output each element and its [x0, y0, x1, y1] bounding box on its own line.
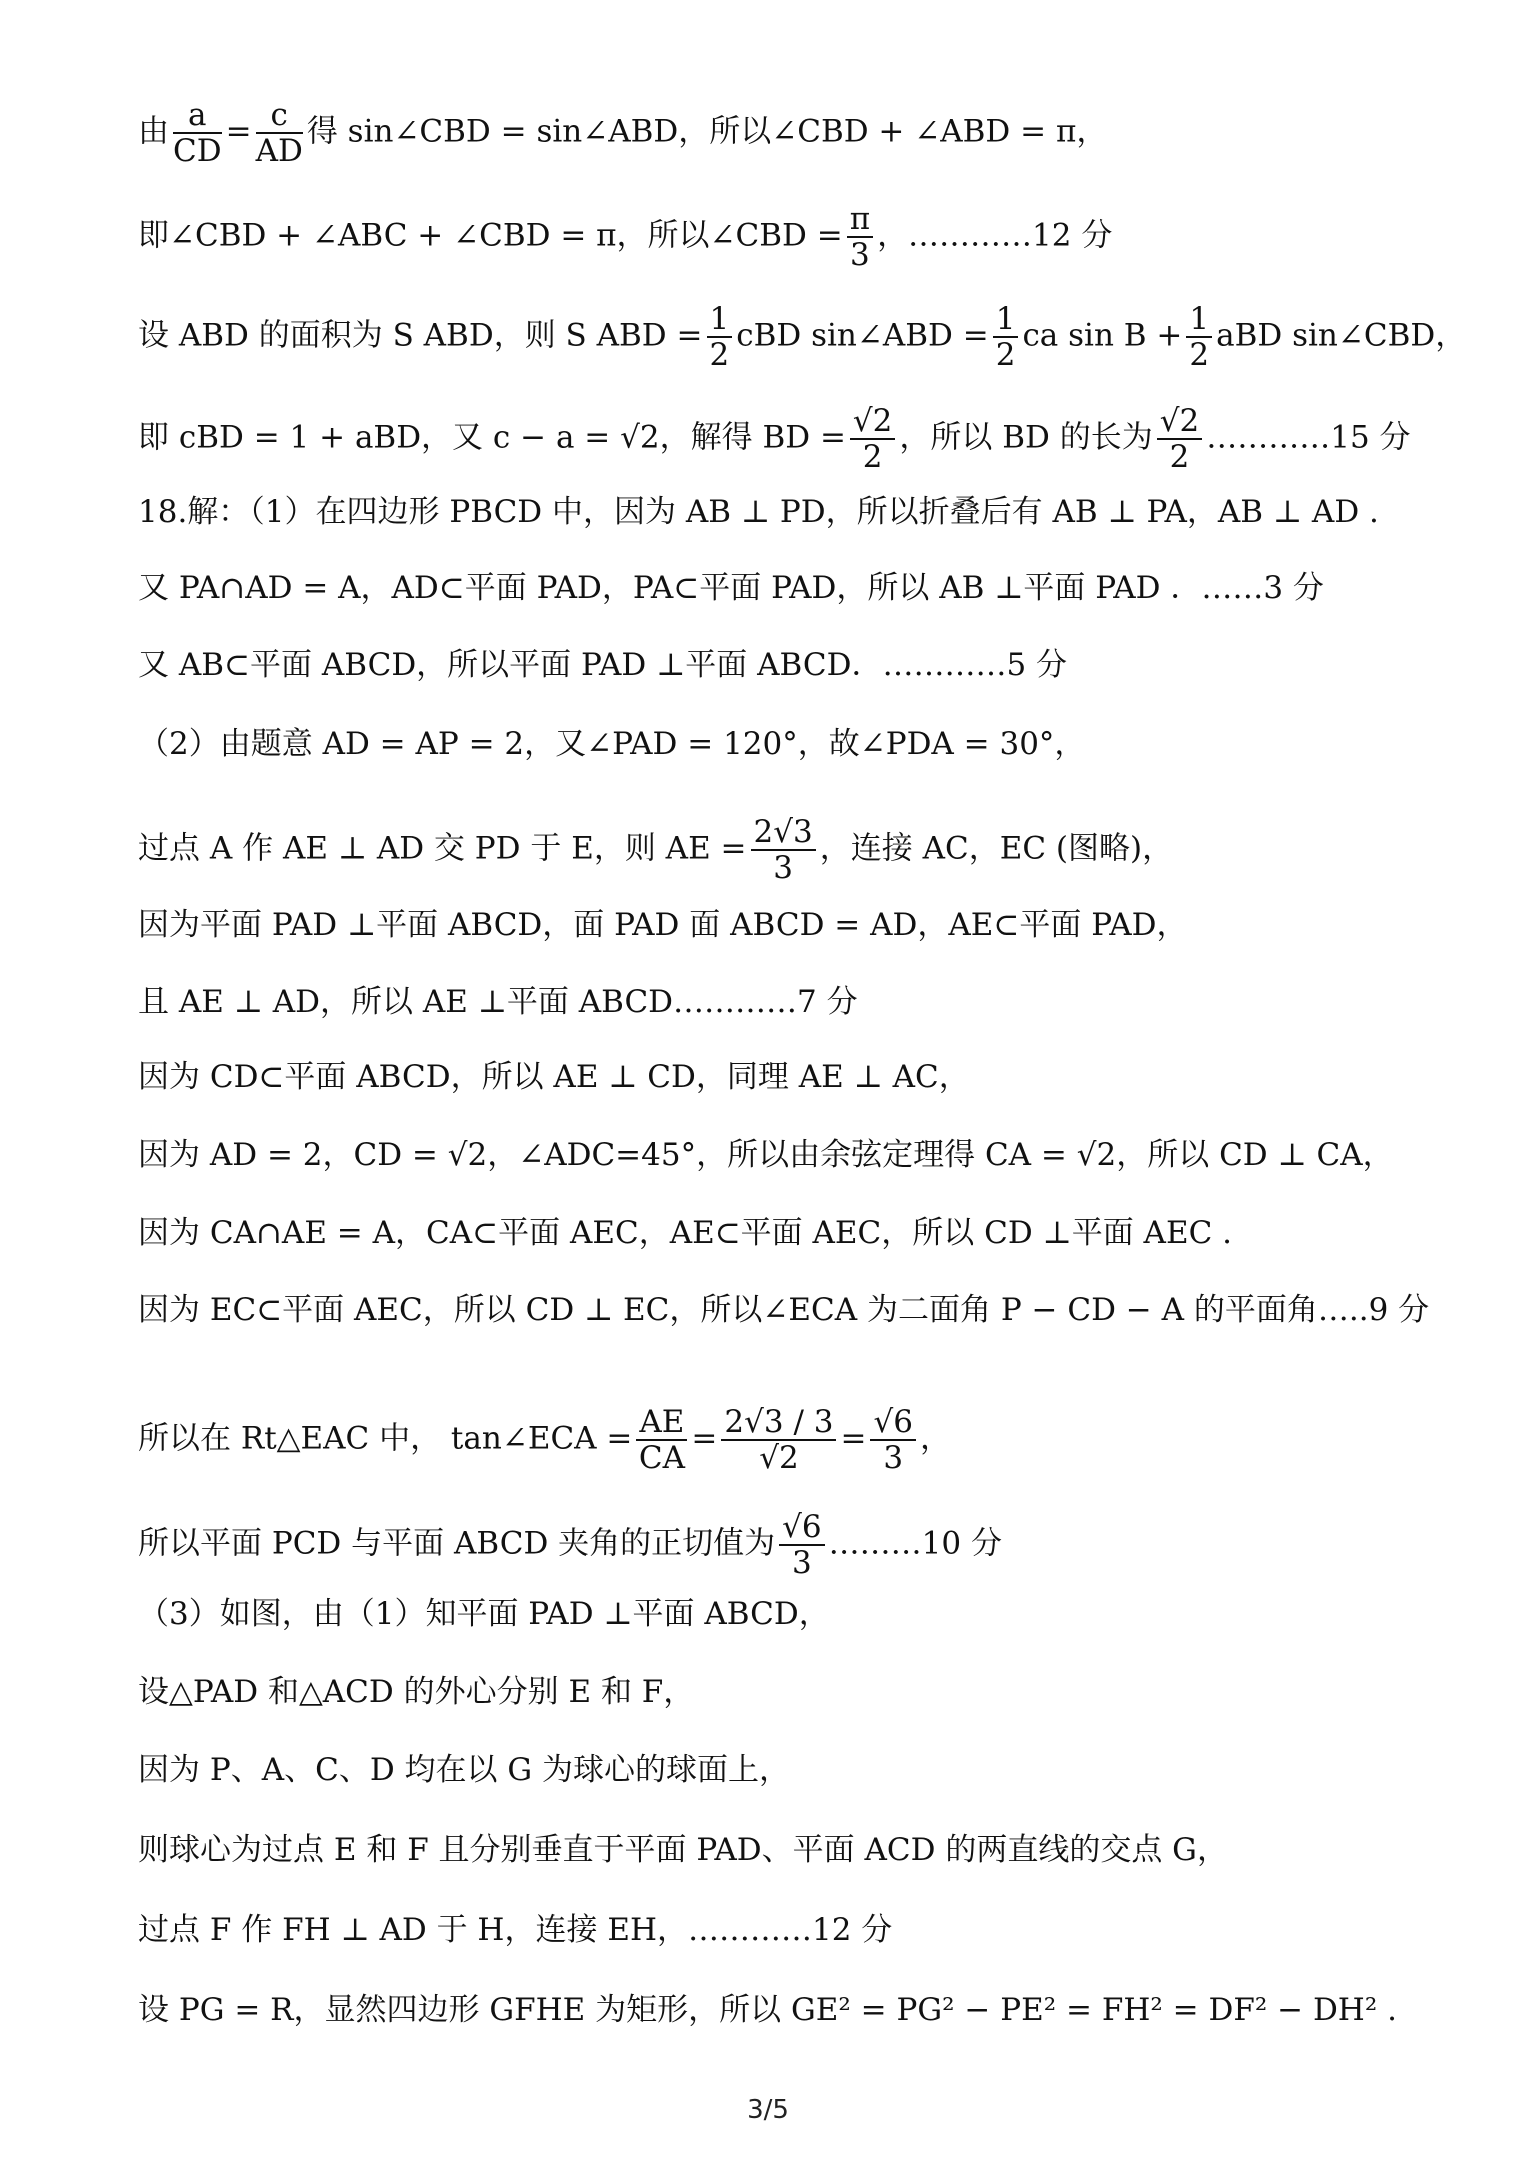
- fraction: [850, 404, 895, 474]
- text-line: [138, 982, 858, 1022]
- fraction: [707, 302, 733, 372]
- fraction: [721, 1405, 836, 1475]
- denominator: 2: [709, 337, 730, 373]
- denominator: 2: [1189, 337, 1210, 373]
- denominator: 3: [792, 1545, 812, 1581]
- denominator: 3: [773, 850, 793, 886]
- numerator: a: [173, 98, 222, 134]
- fraction: [173, 98, 222, 168]
- denominator: 2: [995, 337, 1016, 373]
- text-span: 得 sin∠CBD = sin∠ABD，所以∠CBD + ∠ABD = π，: [306, 113, 1108, 150]
- text-span: 过点 F 作 FH ⊥ AD 于 H，连接 EH，…………12 分: [138, 1912, 893, 1948]
- text-span: 且 AE ⊥ AD，所以 AE ⊥平面 ABCD…………7 分: [138, 984, 858, 1020]
- numerator: π: [847, 202, 873, 238]
- text-span: 因为 EC⊂平面 AEC，所以 CD ⊥ EC，所以∠ECA 为二面角 P − CD − A 的平面角…..9 分: [138, 1292, 1430, 1328]
- fraction: [779, 1510, 824, 1580]
- text-line: [138, 1510, 1002, 1580]
- text-line: [138, 1405, 951, 1475]
- text-line: [138, 1290, 1429, 1330]
- numerator: 1: [707, 302, 733, 338]
- numerator: 2√3 / 3: [721, 1405, 836, 1441]
- text-span: 过点 A 作 AE ⊥ AD 交 PD 于 E，则 AE =: [138, 830, 747, 867]
- denominator: AD: [255, 133, 303, 169]
- text-span: 因为 AD = 2，CD = √2，∠ADC=45°，所以由余弦定理得 CA = √2，所以 CD ⊥ CA，: [138, 1137, 1394, 1173]
- text-span: …………15 分: [1206, 419, 1411, 456]
- text-span: =: [691, 1420, 718, 1457]
- denominator: CD: [173, 133, 222, 169]
- text-span: 因为 P、A、C、D 均在以 G 为球心的球面上，: [138, 1752, 790, 1788]
- text-span: cBD sin∠ABD =: [736, 317, 989, 354]
- text-span: =: [225, 113, 252, 150]
- numerator: √6: [779, 1510, 824, 1546]
- text-span: 由: [138, 113, 169, 150]
- numerator: √2: [850, 404, 895, 440]
- text-line: [138, 724, 1085, 764]
- numerator: c: [256, 98, 303, 134]
- text-span: ………10 分: [828, 1525, 1002, 1562]
- text-span: 设 ABD 的面积为 S ABD，则 S ABD =: [138, 317, 703, 354]
- numerator: 2√3: [751, 815, 816, 851]
- text-span: 18.解：（1）在四边形 PBCD 中，因为 AB ⊥ PD，所以折叠后有 AB ⊥ PA，AB ⊥ AD .: [138, 494, 1379, 530]
- denominator: 2: [862, 439, 883, 475]
- text-span: 即 cBD = 1 + aBD，又 c − a = √2，解得 BD =: [138, 419, 846, 456]
- text-span: （3）如图，由（1）知平面 PAD ⊥平面 ABCD，: [138, 1596, 830, 1632]
- text-line: [138, 302, 1466, 372]
- numerator: AE: [636, 1405, 687, 1441]
- text-line: [138, 1990, 1397, 2030]
- text-span: 所以平面 PCD 与平面 ABCD 夹角的正切值为: [138, 1525, 776, 1562]
- text-line: [138, 1135, 1394, 1175]
- text-span: （2）由题意 AD = AP = 2，又∠PAD = 120°，故∠PDA = 30°，: [138, 726, 1086, 762]
- denominator: 3: [883, 1440, 904, 1476]
- text-span: ，…………12 分: [877, 217, 1113, 254]
- numerator: 1: [1186, 302, 1212, 338]
- fraction: [870, 1405, 915, 1475]
- fraction: [751, 815, 816, 885]
- text-span: =: [840, 1420, 867, 1457]
- page-number: 3/5: [747, 2095, 789, 2125]
- text-line: [138, 492, 1379, 532]
- text-line: [138, 568, 1324, 608]
- text-line: [138, 1672, 694, 1712]
- text-line: [138, 1057, 970, 1097]
- text-span: 则球心为过点 E 和 F 且分别垂直于平面 PAD、平面 ACD 的两直线的交点 G，: [138, 1832, 1228, 1868]
- text-span: 因为 CD⊂平面 ABCD，所以 AE ⊥ CD，同理 AE ⊥ AC，: [138, 1059, 970, 1095]
- text-line: [138, 905, 1187, 945]
- text-span: 即∠CBD + ∠ABC + ∠CBD = π，所以∠CBD =: [138, 217, 843, 254]
- text-span: 设 PG = R，显然四边形 GFHE 为矩形，所以 GE² = PG² − PE² = FH² = DF² − DH² .: [138, 1992, 1397, 2028]
- numerator: 1: [993, 302, 1019, 338]
- denominator: √2: [759, 1440, 799, 1476]
- text-span: 因为平面 PAD ⊥平面 ABCD，面 PAD 面 ABCD = AD，AE⊂平面 PAD，: [138, 907, 1188, 943]
- fraction: [847, 202, 873, 272]
- denominator: CA: [638, 1440, 685, 1476]
- fraction: [1186, 302, 1212, 372]
- fraction: [256, 98, 303, 168]
- text-span: 因为 CA∩AE = A，CA⊂平面 AEC，AE⊂平面 AEC，所以 CD ⊥平面 AEC .: [138, 1215, 1233, 1251]
- text-span: ，连接 AC，EC (图略)，: [819, 830, 1174, 867]
- text-span: 又 PA∩AD = A，AD⊂平面 PAD，PA⊂平面 PAD，所以 AB ⊥平面 PAD ．……3 分: [138, 570, 1324, 606]
- text-line: [138, 1910, 892, 1950]
- denominator: 3: [850, 237, 870, 273]
- text-span: 设△PAD 和△ACD 的外心分别 E 和 F，: [138, 1674, 695, 1710]
- text-span: ，: [919, 1420, 951, 1457]
- text-span: aBD sin∠CBD，: [1216, 317, 1467, 354]
- denominator: 2: [1169, 439, 1190, 475]
- text-line: [138, 1213, 1232, 1253]
- text-line: [138, 202, 1112, 272]
- text-line: [138, 815, 1173, 885]
- text-span: 又 AB⊂平面 ABCD，所以平面 PAD ⊥平面 ABCD．…………5 分: [138, 647, 1068, 683]
- text-line: [138, 645, 1067, 685]
- text-line: [138, 404, 1411, 474]
- numerator: √6: [870, 1405, 915, 1441]
- numerator: √2: [1157, 404, 1202, 440]
- text-span: 所以在 Rt△EAC 中， tan∠ECA =: [138, 1420, 633, 1457]
- fraction: [1157, 404, 1202, 474]
- text-line: [138, 1750, 790, 1790]
- fraction: [993, 302, 1019, 372]
- fraction: [636, 1405, 687, 1475]
- text-line: [138, 1594, 830, 1634]
- text-line: [138, 98, 1107, 168]
- text-line: [138, 1830, 1228, 1870]
- text-span: ca sin B +: [1022, 317, 1183, 354]
- text-span: ，所以 BD 的长为: [899, 419, 1153, 456]
